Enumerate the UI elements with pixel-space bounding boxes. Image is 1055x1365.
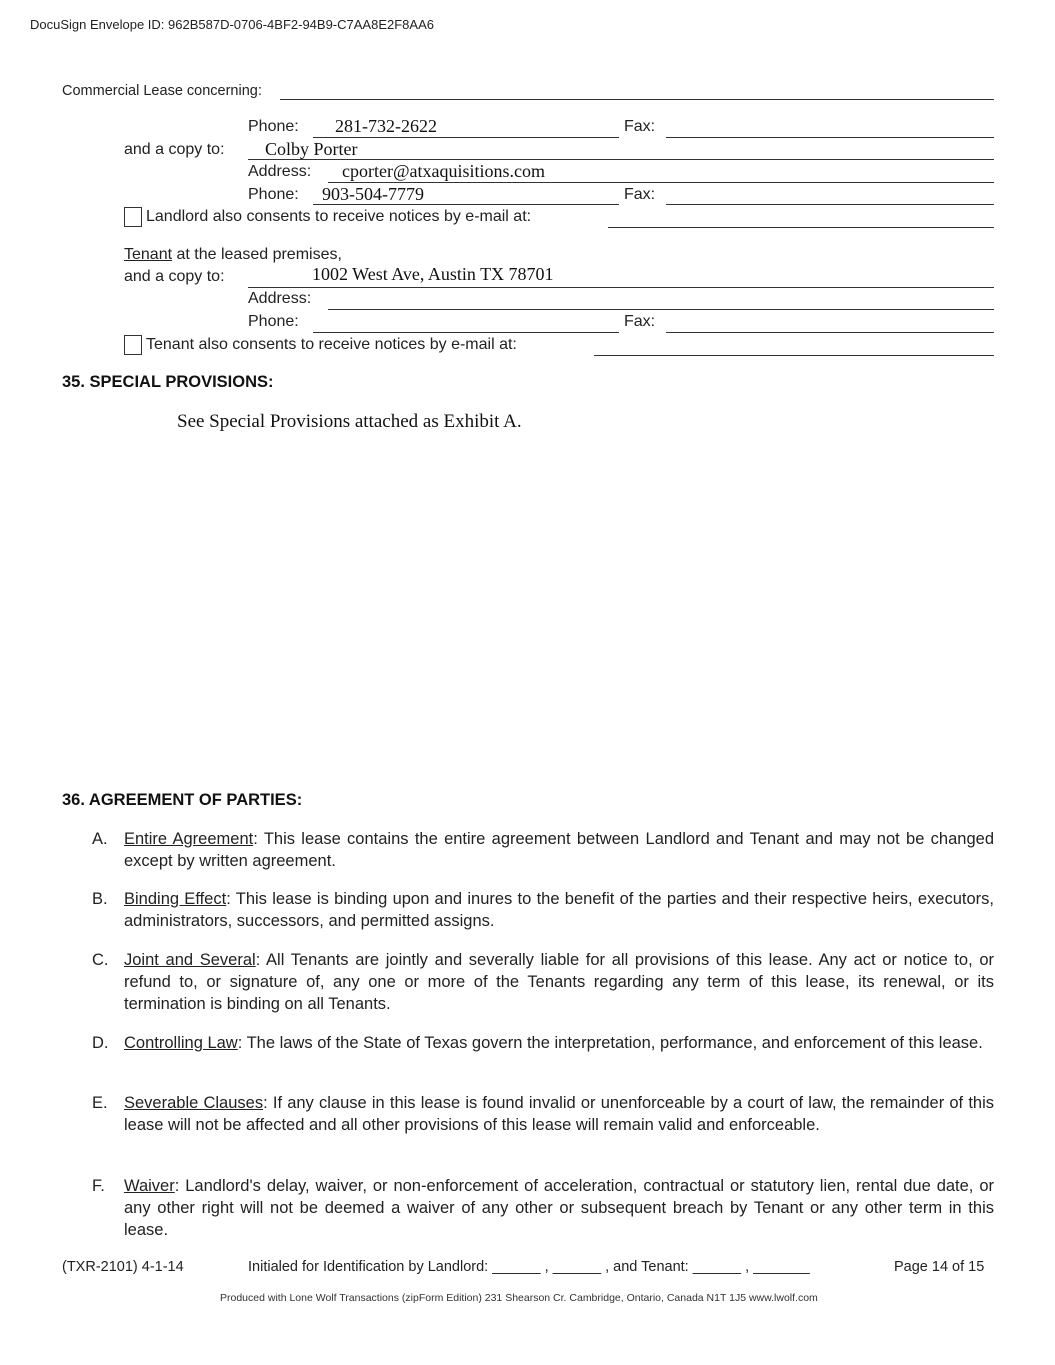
item-letter: D. (92, 1034, 109, 1052)
item-title: Entire Agreement (124, 830, 254, 848)
lease-concerning-line[interactable] (280, 99, 994, 100)
landlord-fax2-line[interactable] (666, 204, 994, 205)
tenant-address-line[interactable] (328, 309, 994, 310)
item-letter: C. (92, 951, 109, 969)
agreement-item-e (92, 1092, 994, 1136)
docusign-envelope-id: DocuSign Envelope ID: 962B587D-0706-4BF2-94B9-C7AA8E2F8AA6 (30, 17, 434, 32)
tenant-fax-label: Fax: (624, 313, 656, 330)
item-letter: F. (92, 1177, 105, 1195)
tenant-phone-label: Phone: (248, 313, 299, 330)
agreement-item-a (92, 828, 994, 872)
landlord-phone-line[interactable] (313, 137, 619, 138)
landlord-fax-label: Fax: (624, 118, 656, 135)
landlord-address-line[interactable] (328, 182, 994, 183)
section-35-heading: 35. SPECIAL PROVISIONS: (62, 373, 274, 391)
landlord-copy-to-label: and a copy to: (124, 141, 225, 158)
landlord-phone2-label: Phone: (248, 186, 299, 203)
landlord-email-consent-checkbox[interactable] (124, 207, 142, 227)
tenant-premises-line-label (124, 246, 342, 264)
item-title: Joint and Several (124, 951, 256, 969)
item-title: Binding Effect (124, 890, 227, 908)
item-title: Controlling Law (124, 1034, 238, 1052)
item-letter: E. (92, 1094, 108, 1112)
lease-concerning-label: Commercial Lease concerning: (62, 83, 262, 99)
tenant-fax-line[interactable] (666, 332, 994, 333)
item-text: : The laws of the State of Texas govern the interpretation, performance, and enforcement of this lease. (237, 1034, 983, 1052)
item-text: : If any clause in this lease is found invalid or unenforceable by a court of law, the remainder of this lease will not be affected and all other provisions of this lease will remain valid and enforceable. (124, 1094, 994, 1134)
landlord-fax-line[interactable] (666, 137, 994, 138)
initials-line[interactable]: Initialed for Identification by Landlord: ______ , ______ , and Tenant: ______ , _______ (248, 1259, 810, 1275)
special-provisions-text: See Special Provisions attached as Exhibit A. (177, 411, 522, 432)
landlord-address-value: cporter@atxaquisitions.com (342, 161, 546, 181)
item-text: : Landlord's delay, waiver, or non-enforcement of acceleration, contractual or statutory lien, rental due date, or any other right will not be deemed a waiver of any other or subsequent breach by Tenant or any other term in this lease. (124, 1177, 994, 1239)
tenant-email-line[interactable] (594, 355, 994, 356)
item-letter: A. (92, 830, 108, 848)
produced-by: Produced with Lone Wolf Transactions (zipForm Edition) 231 Shearson Cr. Cambridge, Ontario, Canada N1T 1J5 www.lwolf.com (220, 1292, 818, 1304)
landlord-phone2-value: 903-504-7779 (322, 184, 424, 204)
item-text: : All Tenants are jointly and severally liable for all provisions of this lease. Any act or notice to, or refund to, or signature of, any one or more of the Tenants regarding any term of this lease, its renewal, or its termination is binding on all Tenants. (124, 951, 994, 1013)
item-title: Severable Clauses (124, 1094, 264, 1112)
landlord-copy-to-line[interactable] (248, 159, 994, 160)
landlord-phone-value: 281-732-2622 (335, 116, 437, 136)
landlord-copy-to-value: Colby Porter (265, 139, 358, 159)
tenant-word: Tenant (124, 246, 173, 263)
landlord-fax2-label: Fax: (624, 186, 656, 203)
agreement-item-c (92, 949, 994, 1015)
tenant-email-consent-checkbox[interactable] (124, 335, 142, 355)
tenant-address-label: Address: (248, 290, 312, 307)
agreement-item-b (92, 888, 994, 932)
tenant-phone-line[interactable] (313, 332, 619, 333)
landlord-phone2-line[interactable] (313, 204, 619, 205)
agreement-item-f (92, 1175, 994, 1241)
page-number: Page 14 of 15 (894, 1259, 985, 1275)
agreement-item-d (92, 1032, 994, 1054)
landlord-phone-label: Phone: (248, 118, 299, 135)
tenant-copy-to-value: 1002 West Ave, Austin TX 78701 (312, 264, 554, 284)
landlord-email-line[interactable] (608, 227, 994, 228)
item-text: : This lease contains the entire agreement between Landlord and Tenant and may not be changed except by written agreement. (124, 830, 994, 870)
item-text: : This lease is binding upon and inures to the benefit of the parties and their respective heirs, executors, administrators, successors, and permitted assigns. (124, 890, 994, 930)
form-id: (TXR-2101) 4-1-14 (62, 1259, 184, 1275)
item-title: Waiver (124, 1177, 175, 1195)
landlord-address-label: Address: (248, 163, 312, 180)
landlord-email-consent-label: Landlord also consents to receive notices by e-mail at: (146, 208, 532, 225)
tenant-copy-to-label: and a copy to: (124, 268, 225, 285)
section-36-heading: 36. AGREEMENT OF PARTIES: (62, 791, 303, 809)
item-letter: B. (92, 890, 108, 908)
tenant-email-consent-label: Tenant also consents to receive notices by e-mail at: (146, 336, 517, 353)
tenant-copy-to-line[interactable] (248, 287, 994, 288)
tenant-premises-label: at the leased premises, (172, 246, 342, 263)
